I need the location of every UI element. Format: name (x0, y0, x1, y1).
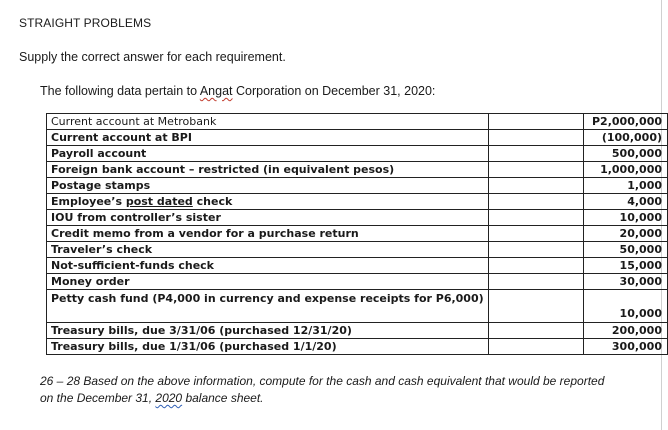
row-label: Treasury bills, due 1/31/06 (purchased 1/1/20) (47, 339, 489, 355)
blank-cell (488, 210, 584, 226)
row-label: Payroll account (47, 146, 489, 162)
table-row (47, 210, 668, 226)
blank-cell (488, 178, 584, 194)
intro-before: The following data pertain to (40, 84, 200, 98)
section-heading: STRAIGHT PROBLEMS (19, 16, 152, 30)
blank-cell (488, 162, 584, 178)
blank-cell (488, 290, 584, 323)
row-amount: 50,000 (584, 242, 668, 258)
blank-cell (488, 274, 584, 290)
table-row (47, 178, 668, 194)
question-year: 2020 (155, 391, 183, 405)
company-name: Angat (199, 84, 233, 98)
row-label: Not-sufficient-funds check (47, 258, 489, 274)
table-row (47, 194, 668, 210)
intro-after: Corporation on December 31, 2020: (232, 84, 436, 98)
blank-cell (488, 114, 584, 130)
blank-cell (488, 194, 584, 210)
question-text (40, 373, 630, 407)
row-label: Credit memo from a vendor for a purchase return (47, 226, 489, 242)
label-part: Employee’s (51, 195, 126, 208)
question-line-2 (40, 390, 630, 407)
row-label: Traveler’s check (47, 242, 489, 258)
row-amount: 10,000 (584, 210, 668, 226)
row-label (47, 194, 489, 210)
blank-cell (488, 146, 584, 162)
row-label: Current account at BPI (47, 130, 489, 146)
row-amount: 4,000 (584, 194, 668, 210)
row-label: Money order (47, 274, 489, 290)
table-row (47, 323, 668, 339)
blank-cell (488, 242, 584, 258)
blank-cell (488, 226, 584, 242)
row-amount: P2,000,000 (584, 114, 668, 130)
row-label: Foreign bank account – restricted (in equivalent pesos) (47, 162, 489, 178)
table-row (47, 290, 668, 323)
row-amount: 200,000 (584, 323, 668, 339)
row-label: IOU from controller’s sister (47, 210, 489, 226)
question-line-1: 26 – 28 Based on the above information, compute for the cash and cash equivalent that would be reported (40, 374, 605, 388)
row-label: Treasury bills, due 3/31/06 (purchased 12/31/20) (47, 323, 489, 339)
table-row (47, 146, 668, 162)
question-part: on the December 31, (40, 391, 156, 405)
table-row (47, 226, 668, 242)
label-part: check (192, 195, 233, 208)
row-amount: 1,000,000 (584, 162, 668, 178)
row-amount: 1,000 (584, 178, 668, 194)
blank-cell (488, 339, 584, 355)
row-amount: 500,000 (584, 146, 668, 162)
table-row (47, 130, 668, 146)
table-row (47, 114, 668, 130)
row-amount: 10,000 (584, 290, 668, 323)
row-amount: (100,000) (584, 130, 668, 146)
table-row (47, 242, 668, 258)
row-label: Postage stamps (47, 178, 489, 194)
blank-cell (488, 130, 584, 146)
row-label: Current account at Metrobank (47, 114, 489, 130)
instructions: Supply the correct answer for each requirement. (19, 50, 286, 64)
account-data-table (46, 113, 668, 355)
blank-cell (488, 323, 584, 339)
label-underlined: post dated (125, 195, 193, 208)
row-amount: 30,000 (584, 274, 668, 290)
row-amount: 20,000 (584, 226, 668, 242)
row-label: Petty cash fund (P4,000 in currency and expense receipts for P6,000) (47, 290, 489, 323)
question-part: balance sheet. (182, 391, 264, 405)
table-row (47, 274, 668, 290)
table-row (47, 339, 668, 355)
table-row (47, 258, 668, 274)
intro-text (40, 84, 435, 98)
table-row (47, 162, 668, 178)
blank-cell (488, 258, 584, 274)
row-amount: 15,000 (584, 258, 668, 274)
row-amount: 300,000 (584, 339, 668, 355)
